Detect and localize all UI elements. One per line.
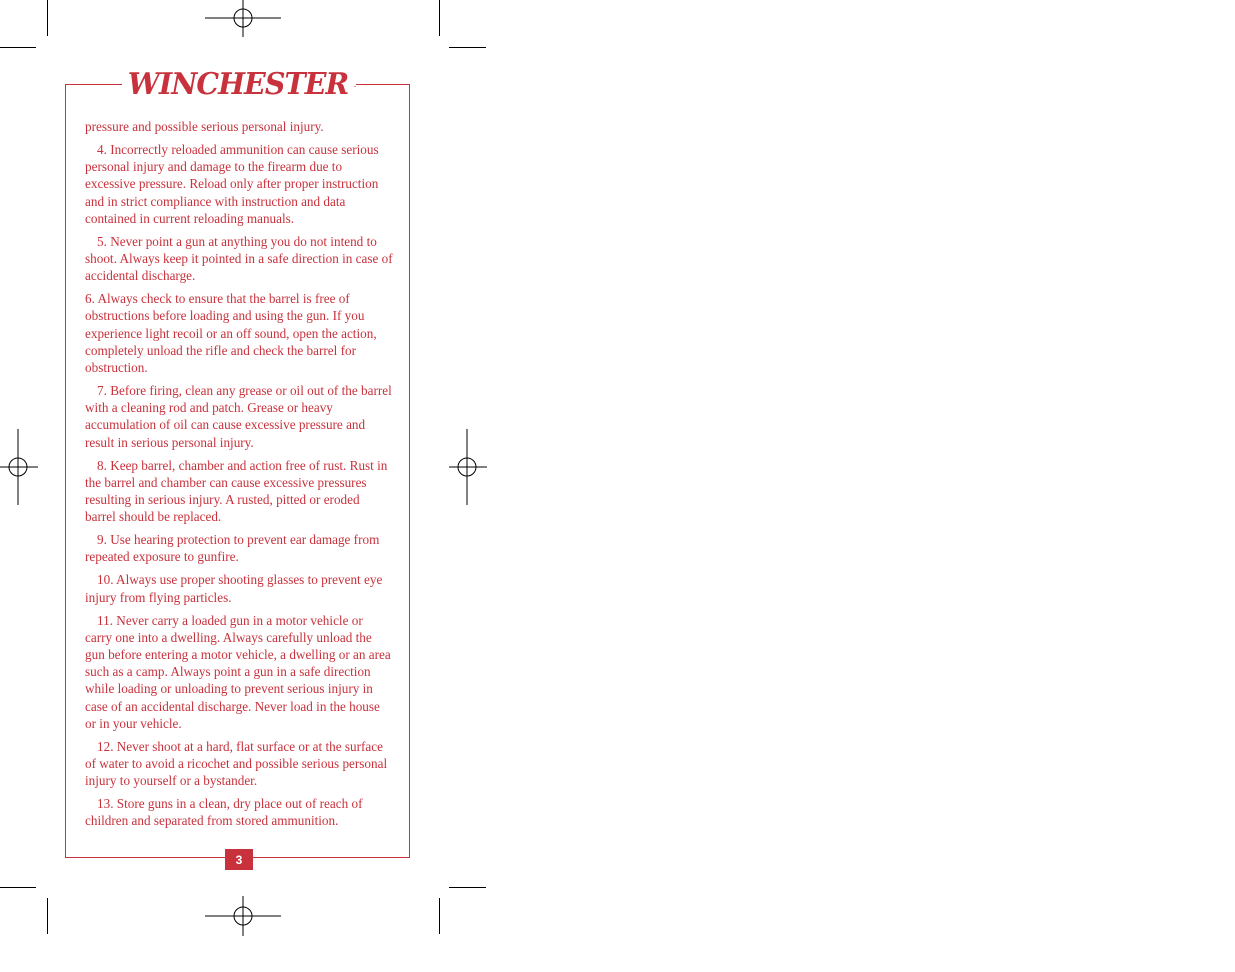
registration-mark-icon [205, 896, 281, 972]
logo-mark: . [353, 78, 357, 90]
page-number-badge: 3 [225, 849, 253, 870]
paragraph: pressure and possible serious personal injury. [85, 119, 324, 134]
paragraph: 4. Incorrectly reloaded ammunition can cause serious personal injury and damage to the firearm due to excessive pressure. Reload only after proper instruction and in strict compliance with instruction and data contained in current reloading manuals. [85, 142, 379, 226]
paragraph: 6. Always check to ensure that the barrel is free of obstructions before loading and using the gun. If you experience light recoil or an off sound, open the action, completely unload the rifle and check the barrel for obstruction. [85, 291, 377, 376]
paragraph: 11. Never carry a loaded gun in a motor vehicle or carry one into a dwelling. Always carefully unload the gun before entering a motor vehicle, a dwelling or an area such as a camp. Always point a gun in a safe direction while loading or unloading to prevent serious injury in case of an accidental discharge. Never load in the house or in your vehicle. [85, 612, 391, 731]
logo-wordmark: WINCHESTER [127, 66, 348, 102]
paragraph: 10. Always use proper shooting glasses to prevent eye injury from flying particles. [85, 572, 383, 605]
paragraph: 7. Before firing, clean any grease or oil out of the barrel with a cleaning rod and patch. Grease or heavy accumulation of oil can cause excessive pressure and result in serious personal injury. [85, 383, 392, 450]
crop-mark [0, 47, 36, 48]
crop-mark [439, 0, 440, 36]
safety-instructions [85, 118, 393, 835]
paragraph: 5. Never point a gun at anything you do not intend to shoot. Always keep it pointed in a safe direction in case of accidental discharge. [85, 233, 393, 284]
crop-mark [449, 887, 486, 888]
crop-mark [47, 0, 48, 36]
crop-mark [439, 898, 440, 934]
registration-mark-icon [447, 429, 523, 505]
crop-mark [47, 898, 48, 934]
winchester-logo [122, 64, 356, 104]
crop-mark [449, 47, 486, 48]
paragraph: 13. Store guns in a clean, dry place out of reach of children and separated from stored ammunition. [85, 796, 363, 829]
paragraph: 12. Never shoot at a hard, flat surface or at the surface of water to avoid a ricochet and possible serious personal injury to yourself or a bystander. [85, 738, 388, 789]
paragraph: 8. Keep barrel, chamber and action free of rust. Rust in the barrel and chamber can cause excessive pressures resulting in serious injury. A rusted, pitted or eroded barrel should be replaced. [85, 457, 388, 525]
crop-mark [0, 887, 36, 888]
paragraph: 9. Use hearing protection to prevent ear damage from repeated exposure to gunfire. [85, 532, 380, 565]
